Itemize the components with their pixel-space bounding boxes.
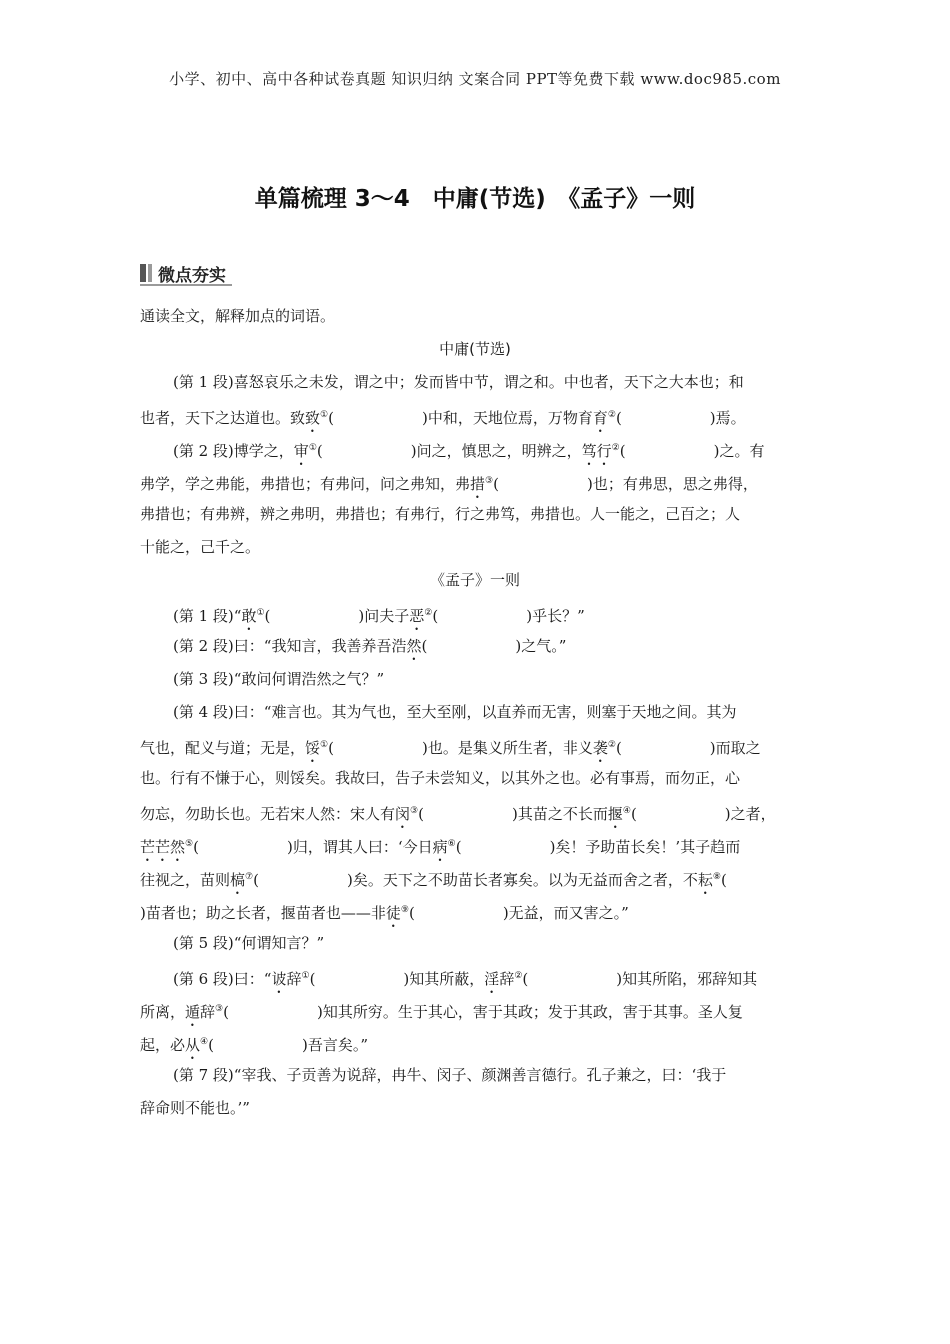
page-header: 小学、初中、高中各种试卷真题 知识归纳 文案合同 PPT等免费下载 www.doc985.com (169, 70, 781, 88)
section-bar-icon-light (148, 264, 152, 282)
section-label: 微点夯实 (158, 265, 226, 286)
mengzi-title: 《孟子》一则 (429, 571, 520, 589)
section-bar-icon (140, 264, 146, 282)
mz-line-8: 芒芒然⑤( )归，谓其人曰：‘今日病⑥( )矣！予助苗长矣！’其子趋而 (140, 838, 741, 856)
mz-line-10: )苗者也；助之长者，揠苗者也——非徒⑨( )无益，而又害之。” (140, 904, 629, 922)
zy-line-5: 弗措也；有弗辨，辨之弗明，弗措也；有弗行，行之弗笃，弗措也。人一能之，己百之；人 (140, 505, 741, 523)
page-title: 单篇梳理 3～4 中庸(节选) 《孟子》一则 (254, 186, 696, 212)
mz-line-11: (第 5 段)“何谓知言？” (173, 934, 325, 952)
mz-line-12: (第 6 段)曰：“诐辞①( )知其所蔽，淫辞②( )知其所陷，邪辞知其 (173, 970, 758, 988)
mz-line-16: 辞命则不能也。’” (140, 1099, 250, 1117)
mz-line-3: (第 3 段)“敢问何谓浩然之气？” (173, 670, 385, 688)
zy-line-4: 弗学，学之弗能，弗措也；有弗问，问之弗知，弗措③( )也；有弗思，思之弗得， (140, 475, 758, 493)
mz-line-6: 也。行有不慊于心，则馁矣。我故曰，告子未尝知义，以其外之也。必有事焉，而勿正，心 (140, 769, 741, 787)
zy-line-6: 十能之，己千之。 (140, 538, 261, 556)
zy-line-3: (第 2 段)博学之，审①( )问之，慎思之，明辨之，笃行②( )之。有 (173, 442, 765, 460)
mz-line-9: 往视之，苗则槁⑦( )矣。天下之不助苗长者寡矣。以为无益而舍之者，不耘⑧( (140, 871, 727, 889)
mz-line-1: (第 1 段)“敢①( )问夫子恶②( )乎长？” (173, 607, 585, 625)
mz-line-14: 起，必从④( )吾言矣。” (140, 1036, 368, 1054)
document-body (140, 300, 810, 1125)
mz-line-5: 气也，配义与道；无是，馁①( )也。是集义所生者，非义袭②( )而取之 (140, 739, 761, 757)
mz-line-4: (第 4 段)曰：“难言也。其为气也，至大至刚，以直养而无害，则塞于天地之间。其为 (173, 703, 737, 721)
mz-line-13: 所离，遁辞③( )知其所穷。生于其心，害于其政；发于其政，害于其事。圣人复 (140, 1003, 743, 1021)
instruction: 通读全文，解释加点的词语。 (140, 307, 336, 325)
section-heading (140, 262, 232, 286)
zhongyong-title: 中庸(节选) (439, 340, 511, 358)
mz-line-7: 勿忘，勿助长也。无若宋人然：宋人有闵③( )其苗之不长而揠④( )之者， (140, 805, 776, 823)
zy-line-2: 也者，天下之达道也。致致①( )中和，天地位焉，万物育育②( )焉。 (140, 409, 746, 427)
zy-line-1: (第 1 段)喜怒哀乐之未发，谓之中；发而皆中节，谓之和。中也者，天下之大本也；和 (173, 373, 744, 391)
mz-line-2: (第 2 段)曰：“我知言，我善养吾浩然( )之气。” (173, 637, 567, 655)
mz-line-15: (第 7 段)“宰我、子贡善为说辞，冉牛、闵子、颜渊善言德行。孔子兼之，曰：‘我于 (173, 1066, 727, 1084)
